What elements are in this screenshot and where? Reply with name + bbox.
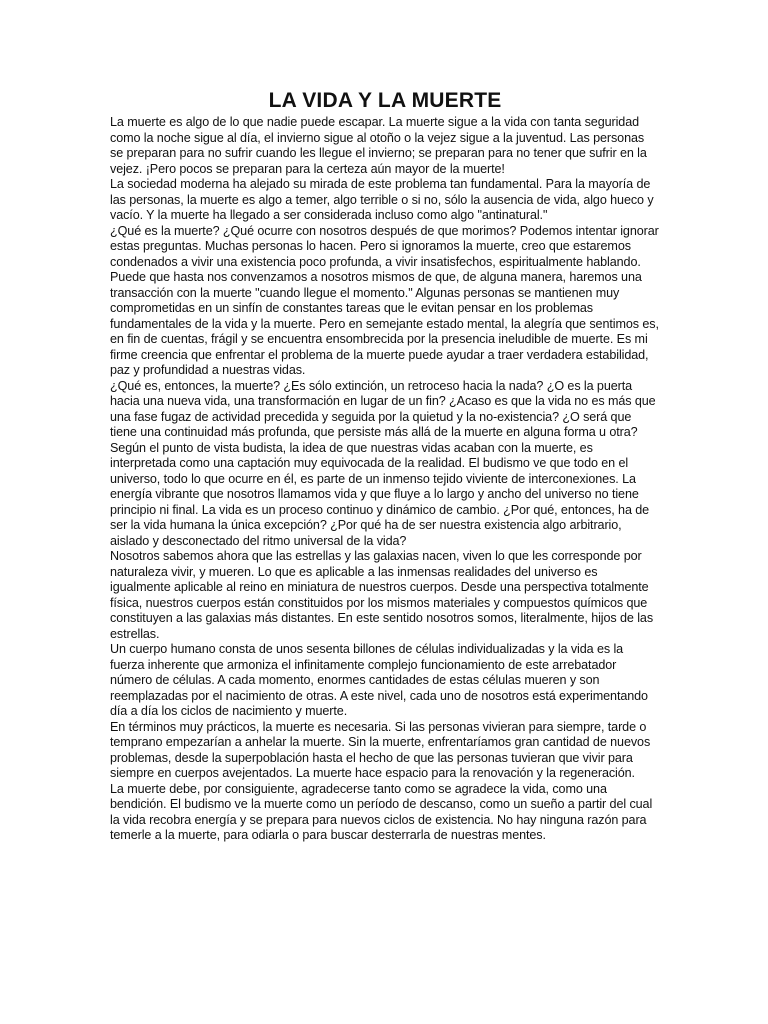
paragraph-9: La muerte debe, por consiguiente, agradecerse tanto como se agradece la vida, como una bendición. El budismo ve la muerte como un período de descanso, como un sueño a partir del cual la vida recobra energía y se prepara para nuevos ciclos de existencia. No hay ninguna razón para temerle a la muerte, para odiarla o para buscar desterrarla de nuestras mentes.: [110, 781, 653, 842]
paragraph-8: En términos muy prácticos, la muerte es necesaria. Si las personas vivieran para siempre, tarde o temprano empezarían a anhelar la muerte. Sin la muerte, enfrentaríamos gran cantidad de nuevos problemas, desde la superpoblación hasta el hecho de que las personas tuvieran que vivir para siempre en cuerpos avejentados. La muerte hace espacio para la renovación y la regeneración.: [110, 719, 651, 780]
paragraph-7: Un cuerpo humano consta de unos sesenta billones de células individualizadas y la vida es la fuerza inherente que armoniza el infinitamente complejo funcionamiento de este arrebatador número de células. A cada momento, enormes cantidades de estas células mueren y son reemplazadas por el nacimiento de otras. A este nivel, cada uno de nosotros está experimentando día a día los ciclos de nacimiento y muerte.: [110, 642, 648, 718]
paragraph-5: Según el punto de vista budista, la idea de que nuestras vidas acaban con la muerte, es interpretada como una captación muy equivocada de la realidad. El budismo ve que todo en el universo, todo lo que ocurre en él, es parte de un inmenso tejido viviente de interconexiones. La energía vibrante que nosotros llamamos vida y que fluye a lo largo y ancho del universo no tiene principio ni final. La vida es un proceso continuo y dinámico de cambio. ¿Por qué, entonces, ha de ser la vida humana la única excepción? ¿Por qué ha de ser nuestra existencia algo arbitrario, aislado y desconectado del ritmo universal de la vida?: [110, 440, 650, 548]
paragraph-2: La sociedad moderna ha alejado su mirada de este problema tan fundamental. Para la mayoría de las personas, la muerte es algo a temer, algo terrible o si no, sólo la ausencia de vida, algo hueco y vacío. Y la muerte ha llegado a ser considerada incluso como algo "antinatural.": [110, 177, 654, 222]
paragraph-6: Nosotros sabemos ahora que las estrellas y las galaxias nacen, viven lo que les corresponde por naturaleza vivir, y mueren. Lo que es aplicable a las inmensas realidades del universo es igualmente aplicable al reino en miniatura de nuestros cuerpos. Desde una perspectiva totalmente física, nuestros cuerpos están constituidos por los mismos materiales y compuestos químicos que constituyen a las galaxias más distantes. En este sentido nosotros somos, literalmente, hijos de las estrellas.: [110, 549, 654, 641]
document-title: LA VIDA Y LA MUERTE: [268, 89, 502, 112]
paragraph-3: ¿Qué es la muerte? ¿Qué ocurre con nosotros después de que morimos? Podemos intentar ignorar estas preguntas. Muchas personas lo hacen. Pero si ignoramos la muerte, creo que estaremos condenados a vivir una existencia poco profunda, a vivir insatisfechos, espiritualmente hablando. Puede que hasta nos convenzamos a nosotros mismos de que, de alguna manera, haremos una transacción con la muerte "cuando llegue el momento." Algunas personas se mantienen muy comprometidas en un sinfín de constantes tareas que le evitan pensar en los problemas fundamentales de la vida y la muerte. Pero en semejante estado mental, la alegría que sentimos es, en fin de cuentas, frágil y se encuentra ensombrecida por la presencia ineludible de muerte. Es mi firme creencia que enfrentar el problema de la muerte puede ayudar a traer verdadera estabilidad, paz y profundidad a nuestras vidas.: [110, 223, 659, 377]
paragraph-4: ¿Qué es, entonces, la muerte? ¿Es sólo extinción, un retroceso hacia la nada? ¿O es la puerta hacia una nueva vida, una transformación en lugar de un fin? ¿Acaso es que la vida no es más que una fase fugaz de actividad precedida y seguida por la quietud y la no-existencia? ¿O será que tiene una continuidad más profunda, que persiste más allá de la muerte en alguna forma u otra?: [110, 378, 656, 439]
document-page: [110, 88, 660, 844]
paragraph-1: La muerte es algo de lo que nadie puede escapar. La muerte sigue a la vida con tanta seguridad como la noche sigue al día, el invierno sigue al otoño o la vejez sigue a la juventud. Las personas se preparan para no sufrir cuando les llegue el invierno; se preparan para no tener que sufrir en la vejez. ¡Pero pocos se preparan para la certeza aún mayor de la muerte!: [110, 115, 647, 176]
